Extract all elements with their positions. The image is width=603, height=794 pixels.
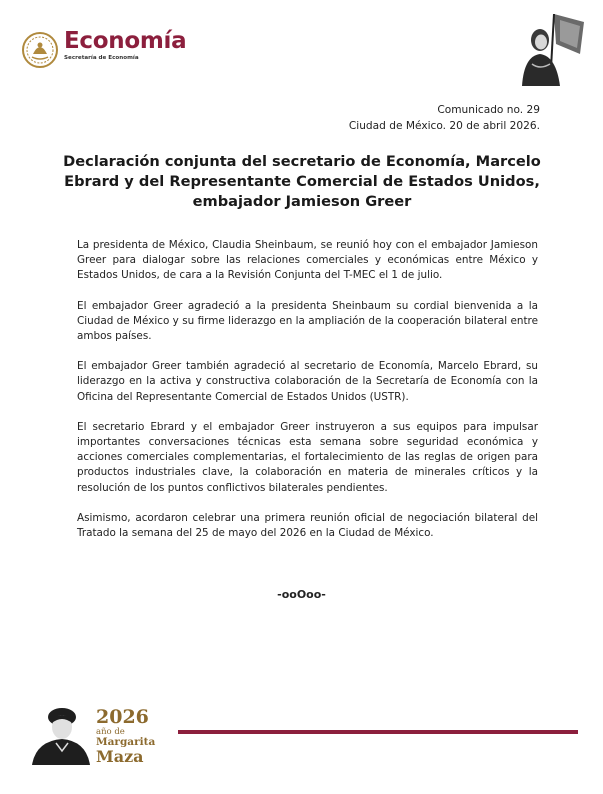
page-header — [0, 0, 603, 90]
brand-name: Economía — [64, 28, 187, 54]
year-badge — [96, 707, 155, 765]
footer-divider — [178, 730, 578, 734]
paragraph: La presidenta de México, Claudia Sheinbaum, se reunió hoy con el embajador Jamieson Greer para dialogar sobre las relaciones comerciales y económicas entre México y Estados Unidos, de cara a la Revisión Conjunta del T-MEC el 1 de julio. — [77, 239, 538, 282]
document-title: Declaración conjunta del secretario de Economía, Marcelo Ebrard y del Representante Comercial de Estados Unidos, embajador Jamieson Greer — [63, 153, 541, 210]
document-body — [77, 238, 538, 556]
brand-logo — [64, 28, 186, 61]
year-honoree-last-name: Maza — [96, 747, 144, 766]
communique-number: Comunicado no. 29 — [437, 104, 540, 116]
closing-mark: -ooOoo- — [277, 588, 326, 601]
place-date: Ciudad de México. 20 de abril 2026. — [348, 120, 540, 132]
national-seal-icon — [22, 32, 58, 68]
heroine-flag-illustration-icon — [510, 10, 588, 86]
year-of-label: año de — [96, 727, 125, 737]
paragraph: El secretario Ebrard y el embajador Greer instruyeron a sus equipos para impulsar importantes conversaciones técnicas esta semana sobre seguridad económica y acciones comerciales complementarias, el fortalecimiento de las reglas de origen para productos industriales clave, la colaboración en materia de minerales críticos y la resolución de los puntos conflictivos bilaterales pendientes. — [77, 420, 538, 494]
paragraph: El embajador Greer agradeció a la presidenta Sheinbaum su cordial bienvenida a la Ciudad de México y su firme liderazgo en la ampliación de la cooperación bilateral entre ambos países. — [77, 299, 538, 343]
communique-meta — [349, 102, 540, 134]
paragraph: El embajador Greer también agradeció al secretario de Economía, Marcelo Ebrard, su liderazgo en la activa y constructiva colaboración de la Secretaría de Economía con la Oficina del Representante Comercial de Estados Unidos (USTR). — [77, 360, 538, 403]
year-number: 2026 — [96, 706, 149, 728]
year-honoree-first-name: Margarita — [96, 736, 156, 748]
margarita-maza-portrait-icon — [28, 703, 92, 765]
paragraph: Asimismo, acordaron celebrar una primera reunión oficial de negociación bilateral del Tratado la semana del 25 de mayo del 2026 en la Ciudad de México. — [77, 511, 538, 540]
brand-subtitle: Secretaría de Economía — [64, 55, 139, 61]
